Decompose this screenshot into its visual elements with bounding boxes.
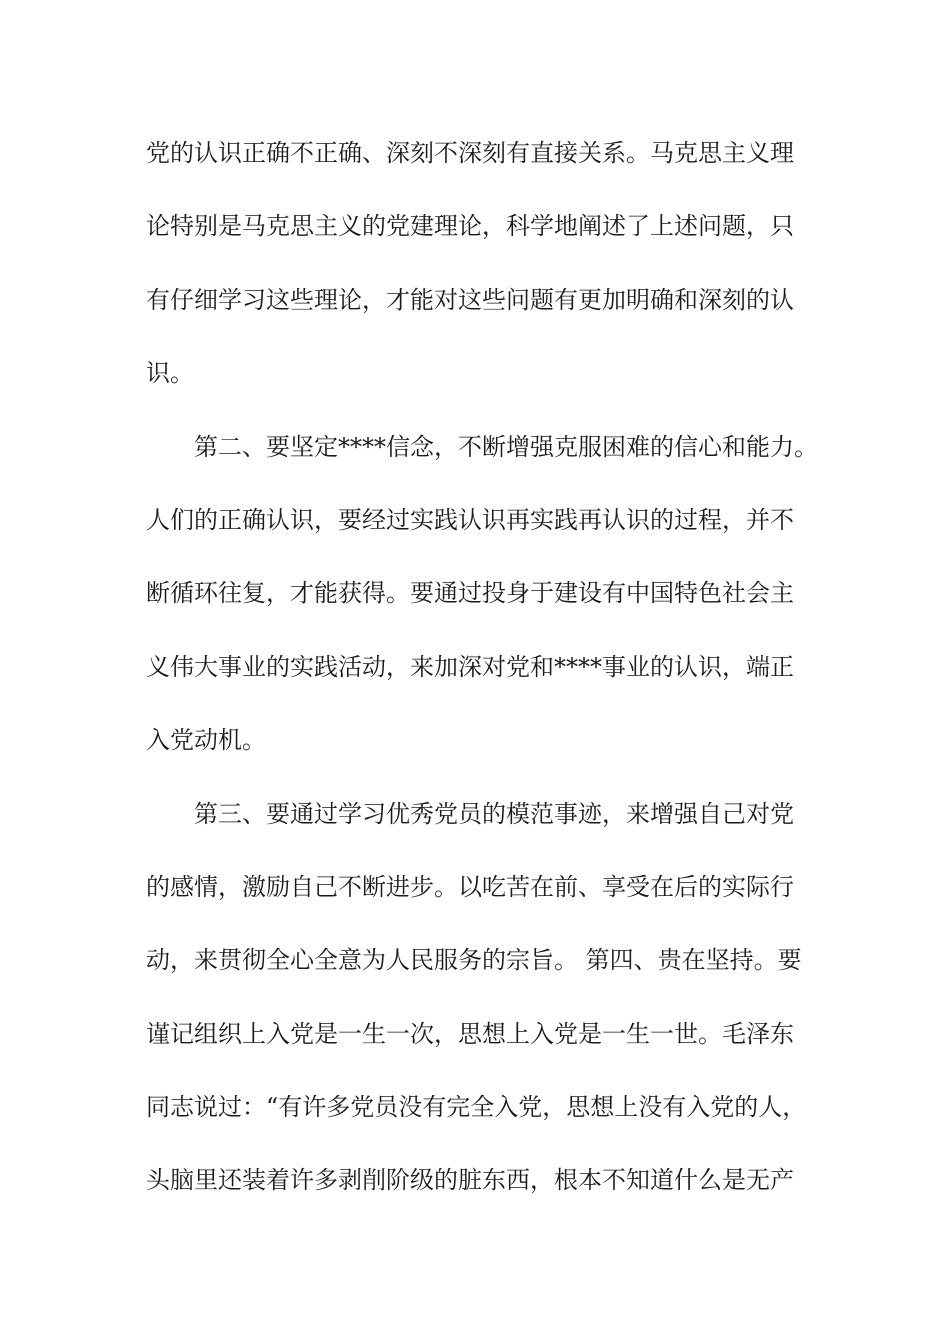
text-line: 人们的正确认识，要经过实践认识再实践再认识的过程，并不 (146, 505, 794, 534)
text-line: 党的认识正确不正确、深刻不深刻有直接关系。马克思主义理 (146, 139, 794, 167)
text-line: 识。 (146, 359, 194, 388)
text-line: 义伟大事业的实践活动，来加深对党和****事业的认识，端正 (146, 652, 794, 681)
paragraph-start-line: 第三、要通过学习优秀党员的模范事迹，来增强自己对党 (194, 799, 794, 828)
text-line: 论特别是马克思主义的党建理论，科学地阐述了上述问题，只 (146, 212, 794, 241)
paragraph-start-line: 第二、要坚定****信念，不断增强克服困难的信心和能力。 (194, 432, 818, 461)
text-line: 的感情，激励自己不断进步。以吃苦在前、享受在后的实际行 (146, 872, 794, 901)
text-line: 同志说过：“有许多党员没有完全入党，思想上没有入党的人， (146, 1093, 807, 1122)
text-line: 有仔细学习这些理论，才能对这些问题有更加明确和深刻的认 (146, 285, 794, 314)
document-body (146, 130, 816, 1231)
text-line: 入党动机。 (146, 726, 266, 755)
text-line: 动，来贯彻全心全意为人民服务的宗旨。 第四、贵在坚持。要 (146, 946, 802, 975)
text-line: 断循环往复，才能获得。要通过投身于建设有中国特色社会主 (146, 579, 794, 608)
text-line: 谨记组织上入党是一生一次，思想上入党是一生一世。毛泽东 (146, 1019, 794, 1048)
text-line: 头脑里还装着许多剥削阶级的脏东西，根本不知道什么是无产 (146, 1166, 794, 1195)
